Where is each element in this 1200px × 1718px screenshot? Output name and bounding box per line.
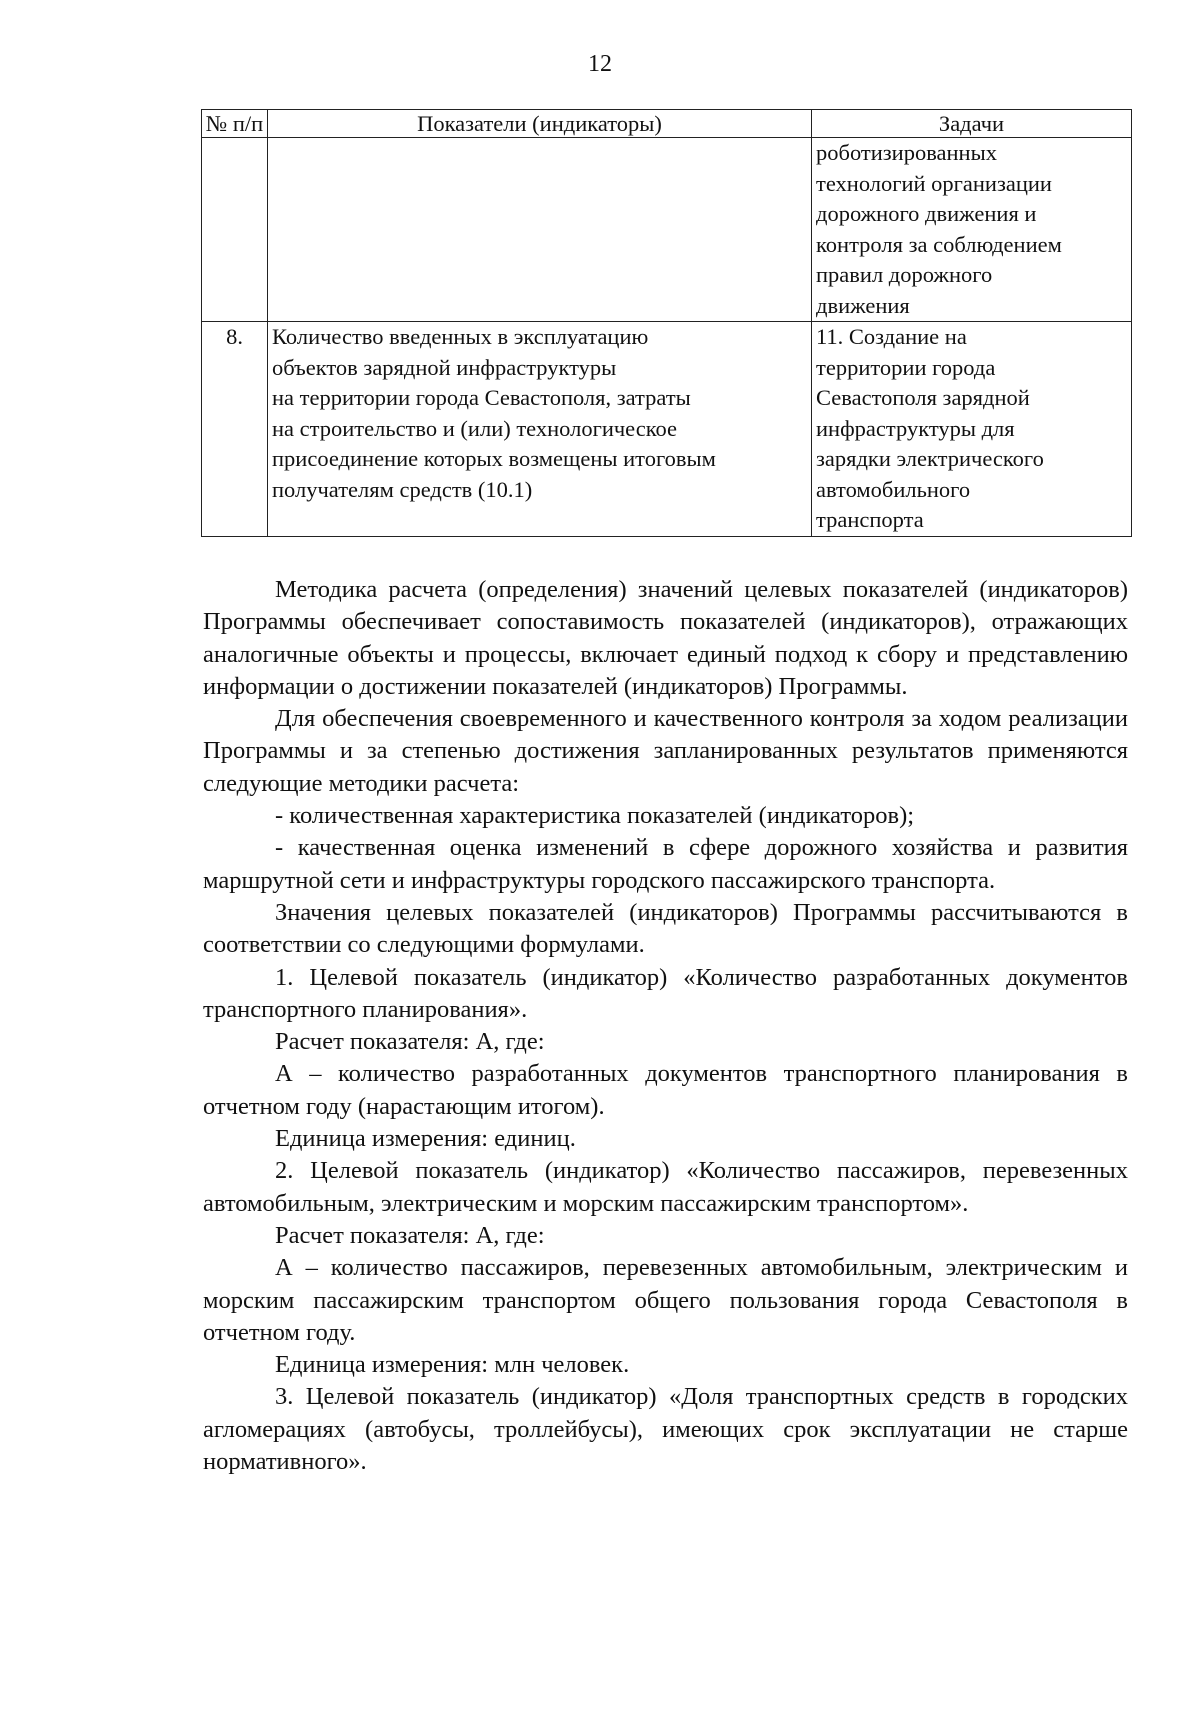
header-number: № п/п bbox=[202, 110, 268, 138]
paragraph: А – количество разработанных документов транспортного планирования в отчетном году (нарастающим итогом). bbox=[203, 1060, 1128, 1120]
indicator-line: на территории города Севастополя, затраты bbox=[272, 385, 691, 410]
task-line: контроля за соблюдением bbox=[816, 231, 1062, 257]
indicator-line: получателям средств (10.1) bbox=[272, 476, 533, 502]
paragraph: Расчет показателя: А, где: bbox=[275, 1028, 545, 1056]
table-header-row bbox=[202, 110, 1132, 138]
task-line: транспорта bbox=[816, 507, 924, 532]
header-tasks: Задачи bbox=[812, 110, 1132, 138]
indicators-table bbox=[201, 109, 1132, 537]
paragraph: Для обеспечения своевременного и качественного контроля за ходом реализации Программы и за степенью достижения запланированных результатов применяются следующие методики расчета: bbox=[203, 705, 1128, 797]
row-indicator bbox=[268, 322, 812, 537]
task-line: роботизированных bbox=[816, 140, 997, 165]
row-indicator bbox=[268, 138, 812, 322]
task-line: дорожного движения и bbox=[816, 201, 1037, 226]
task-line: инфраструктуры для bbox=[816, 415, 1015, 441]
indicator-line: присоединение которых возмещены итоговым bbox=[272, 446, 716, 471]
indicator-line: на строительство и (или) технологическое bbox=[272, 415, 678, 441]
paragraph: Единица измерения: единиц. bbox=[275, 1125, 576, 1153]
paragraph: Расчет показателя: А, где: bbox=[275, 1221, 545, 1249]
row-number: 8. bbox=[202, 322, 268, 537]
task-line: автомобильного bbox=[816, 476, 971, 502]
paragraph: Методика расчета (определения) значений целевых показателей (индикаторов) Программы обеспечивает сопоставимость показателей (индикаторов), отражающих аналогичные объекты и процессы, включает единый подход к сбору и представлению информации о достижении показателей (индикаторов) Программы. bbox=[203, 576, 1128, 700]
task-line: технологий организации bbox=[816, 170, 1052, 196]
indicator-line: объектов зарядной инфраструктуры bbox=[272, 354, 617, 380]
paragraph: 2. Целевой показатель (индикатор) «Количество пассажиров, перевезенных автомобильным, электрическим и морским пассажирским транспортом». bbox=[203, 1157, 1128, 1217]
task-line: Севастополя зарядной bbox=[816, 385, 1030, 410]
paragraph: Единица измерения: млн человек. bbox=[275, 1351, 630, 1379]
task-line: правил дорожного bbox=[816, 262, 993, 287]
task-line: территории города bbox=[816, 354, 996, 380]
page-number: 12 bbox=[588, 51, 612, 77]
paragraph: А – количество пассажиров, перевезенных автомобильным, электрическим и морским пассажирским транспортом общего пользования города Севастополя в отчетном году. bbox=[203, 1254, 1128, 1346]
indicator-line: Количество введенных в эксплуатацию bbox=[272, 324, 649, 349]
task-line: движения bbox=[816, 292, 910, 318]
paragraph: Значения целевых показателей (индикаторов) Программы рассчитываются в соответствии со следующими формулами. bbox=[203, 898, 1128, 959]
table-row bbox=[202, 322, 1132, 537]
task-line: 11. Создание на bbox=[816, 324, 967, 349]
header-indicators: Показатели (индикаторы) bbox=[268, 110, 812, 138]
paragraph: 1. Целевой показатель (индикатор) «Количество разработанных документов транспортного планирования». bbox=[203, 963, 1128, 1023]
body-text bbox=[203, 574, 1128, 1478]
row-number bbox=[202, 138, 268, 322]
task-line: зарядки электрического bbox=[816, 446, 1044, 471]
list-item: - количественная характеристика показателей (индикаторов); bbox=[275, 802, 915, 830]
row-task bbox=[812, 138, 1132, 322]
list-item: - качественная оценка изменений в сфере дорожного хозяйства и развития маршрутной сети и инфраструктуры городского пассажирского транспорта. bbox=[203, 834, 1128, 894]
table-row bbox=[202, 138, 1132, 322]
row-task bbox=[812, 322, 1132, 537]
paragraph: 3. Целевой показатель (индикатор) «Доля транспортных средств в городских агломерациях (автобусы, троллейбусы), имеющих срок эксплуатации не старше нормативного». bbox=[203, 1383, 1128, 1476]
